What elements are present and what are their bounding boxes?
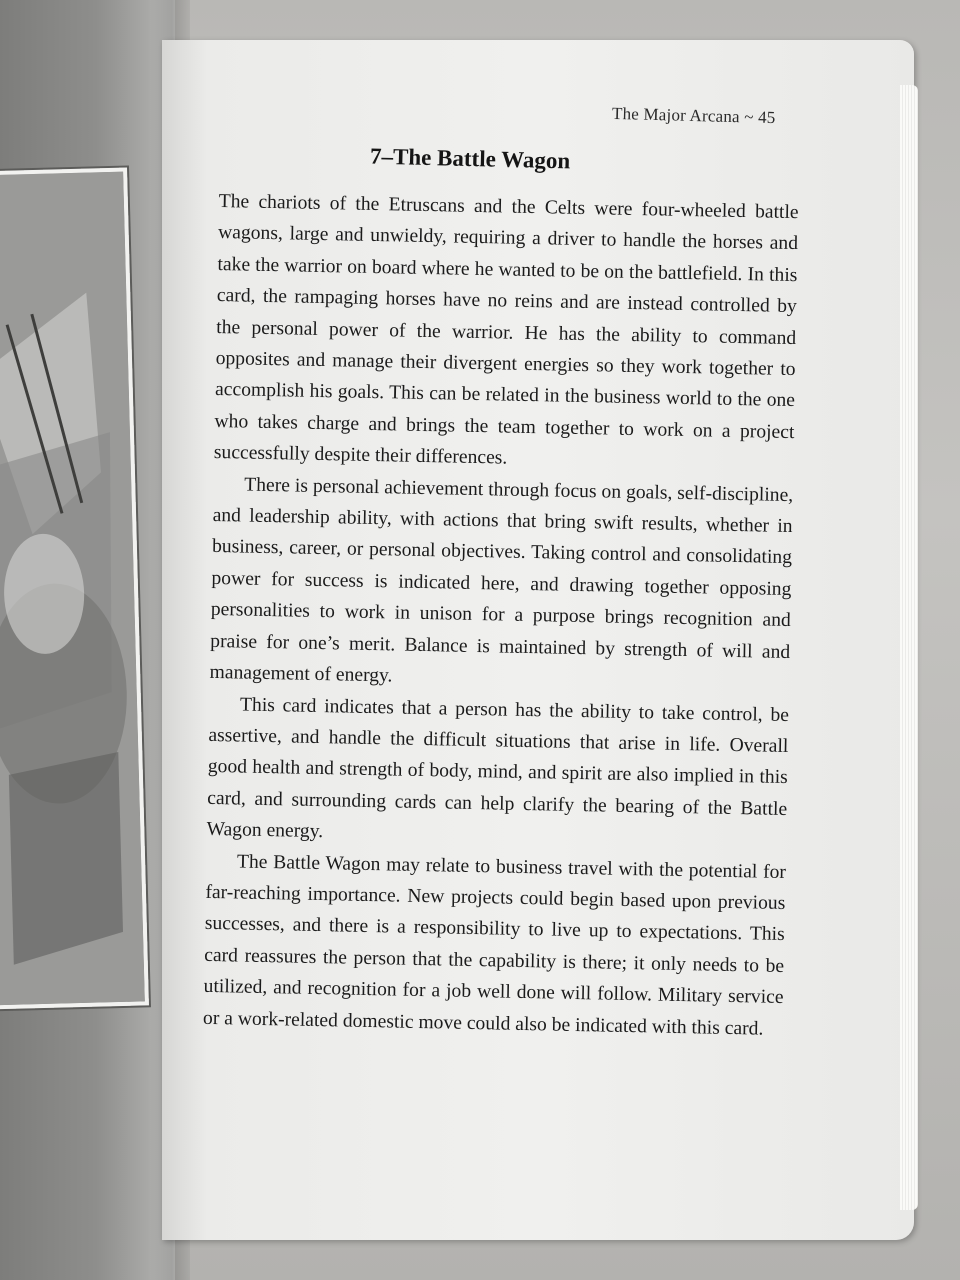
- page-edges: [900, 85, 918, 1210]
- paragraph: The Battle Wagon may relate to business travel with the potential for far-reaching importance. New projects could begin based upon previous successes, and there is a responsibility to live up to expectations. This card reassures the person that the capability is there; it only needs to be utilized, and recognition for a job well done will follow. Military service or a work-related domestic move could also be indicated with this card.: [202, 851, 787, 1040]
- running-head: The Major Arcana ~ 45: [611, 103, 776, 128]
- paragraph: The chariots of the Etruscans and the Celts were four-wheeled battle wagons, large and unwieldy, requiring a driver to handle the horses and take the warrior on board where he wanted to be on the battlefield. In this card, the rampaging horses have no reins and are instead controlled by the personal power of the warrior. He has the ability to command opposites and manage their divergent energies so they work together to accomplish his goals. This can be related in the business world to the one who takes charge and brings the team together to work on a project successfully despite their differences.: [213, 190, 799, 469]
- left-page: [0, 0, 175, 1280]
- paragraph: This card indicates that a person has the ability to take control, be assertive, and handle the difficult situations that arise in life. Overall good health and strength of body, mind, and spirit are also implied in this card, and surrounding cards can help clarify the bearing of the Battle Wagon energy.: [206, 694, 790, 843]
- paragraph: There is personal achievement through focus on goals, self-discipline, and leadership ability, with actions that bring swift results, whether in business, career, or personal objectives. Taking control and consolidating power for success is indicated here, and drawing together opposing personalities to work in unison for a purpose brings recognition and praise for one’s merit. Balance is maintained by strength of will and management of energy.: [209, 474, 794, 687]
- tarot-card-illustration: [0, 168, 149, 1011]
- chapter-title: 7–The Battle Wagon: [369, 143, 571, 174]
- body-text: [203, 186, 799, 1045]
